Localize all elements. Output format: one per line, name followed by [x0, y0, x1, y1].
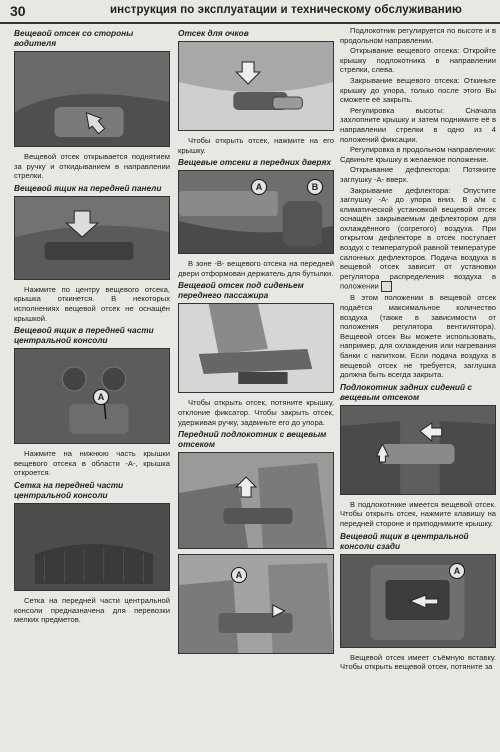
photo-rear-armrest: [340, 405, 496, 495]
photo-dashboard-box: [14, 196, 170, 280]
photo-front-armrest-1: [178, 452, 334, 549]
photo-front-armrest-2: [178, 554, 334, 654]
page-title: инструкция по эксплуатации и техническому обслуживанию: [110, 4, 462, 16]
marker-a: A: [251, 179, 267, 195]
section-text: В зоне -В- вещевого отсека на передней двери отформован держатель для бутылки.: [178, 259, 334, 278]
section-text: Вещевой отсек имеет съёмную вставку. Чтобы открыть вещевой отсек, потяните за: [340, 652, 496, 672]
section-heading: Вещевой отсек под сиденьем переднего пассажира: [178, 280, 304, 301]
section-heading: Отсек для очков: [178, 28, 249, 38]
photo-console-net: [14, 503, 170, 591]
paragraph: В этом положении в вещевой отсек подаётся максимальное количество воздуха (также в зависимости от положения регулятора вентилятора). Вещевой отсек Вы можете использовать, например, для охлаждения или нагревания банки с напитком. Если подача воздуха в вещевой отсек не требуется, заглушка должна быть всегда закрыта.: [340, 293, 496, 380]
section-text: Чтобы открыть отсек, нажмите на его крышку.: [178, 136, 334, 155]
section-heading: Вещевой ящик на передней панели: [14, 182, 162, 193]
section-heading: Передний подлокотник с вещевым отсеком: [178, 429, 327, 450]
photo-rear-console-box: [340, 554, 496, 648]
column-1: [14, 26, 170, 626]
paragraph-text: Закрывание дефлектора: Опустите заглушку -А- до упора вниз. В а/м с климатической установкой вещевой отсек оснащён закрываемым дефлектором для охлаждённого (согретого) воздуха. При открытом дефлекторе в отсек поступает воздух с температурой равной температуре салонных дефлекторов. Подача воздуха в вещевой отсек зависит от установки регулятора распределения воздуха в положении: [340, 185, 496, 291]
section-heading: Подлокотник задних сидений с вещевым отсеком: [340, 381, 472, 402]
page-header: [0, 0, 500, 24]
photo-glasses-compartment: [178, 41, 334, 131]
page-number: 30: [10, 3, 26, 19]
photo-seat-drawer: [178, 303, 334, 393]
paragraph: Регулировка высоты: Сначала захлопните крышку и затем поднимите её в направлении стрелки в одно из 4 положений фиксации.: [340, 105, 496, 144]
paragraph: Открывание вещевого отсека: Откройте крышку подлокотника в направлении стрелки, слева.: [340, 46, 496, 75]
marker-a: A: [93, 389, 109, 405]
section-heading: Вещевой ящик в центральной консоли сзади: [340, 530, 469, 551]
section-heading: Вещевой отсек со стороны водителя: [14, 28, 134, 48]
section-text: Нажмите по центру вещевого отсека, крышка откинется. В некоторых исполнениях вещевой отсек не оснащён крышкой.: [14, 284, 170, 323]
column-2: [178, 26, 334, 659]
section-text: Нажмите на нижнюю часть крышки вещевого отсека в области -А-, крышка откроется.: [14, 449, 170, 478]
marker-a: A: [231, 567, 247, 583]
paragraph: Закрывание вещевого отсека: Откиньте крышку до упора, только после этого Вы сможете её закрыть.: [340, 75, 496, 105]
section-text: Сетка на передней части центральной консоли предназначена для перевозки мелких предметов.: [14, 595, 170, 625]
marker-a: A: [449, 563, 465, 579]
column-3: [340, 26, 496, 673]
photo-door-pockets: [178, 170, 334, 254]
photo-console-front-box: [14, 348, 170, 444]
section-heading: Сетка на передней части центральной консоли: [14, 479, 124, 500]
photo-driver-compartment: [14, 51, 170, 147]
section-heading: Вещевые отсеки в передних дверях: [178, 157, 331, 168]
paragraph: Открывание дефлектора: Потяните заглушку -А- вверх.: [340, 165, 496, 184]
section-text: Вещевой отсек открывается поднятием за ручку и откидыванием в направлении стрелки.: [14, 152, 170, 181]
paragraph: [340, 186, 496, 293]
section-text: Чтобы открыть отсек, потяните крышку, отклоние фиксатор. Чтобы закрыть отсек, удерживая ручку, задвиньте его до упора.: [178, 398, 334, 427]
paragraph: Подлокотник регулируется по высоте и в продольном направлении.: [340, 26, 496, 45]
marker-b: B: [307, 179, 323, 195]
section-text: В подлокотнике имеется вещевой отсек. Чтобы открыть отсек, нажмите клавишу на передней стороне и приподнимите крышку.: [340, 499, 496, 528]
air-distribution-icon: [381, 281, 392, 292]
paragraph: Регулировка в продольном направлении: Сдвиньте крышку в желаемое положение.: [340, 145, 496, 164]
section-heading: Вещевой ящик в передней части центральной консоли: [14, 325, 154, 346]
